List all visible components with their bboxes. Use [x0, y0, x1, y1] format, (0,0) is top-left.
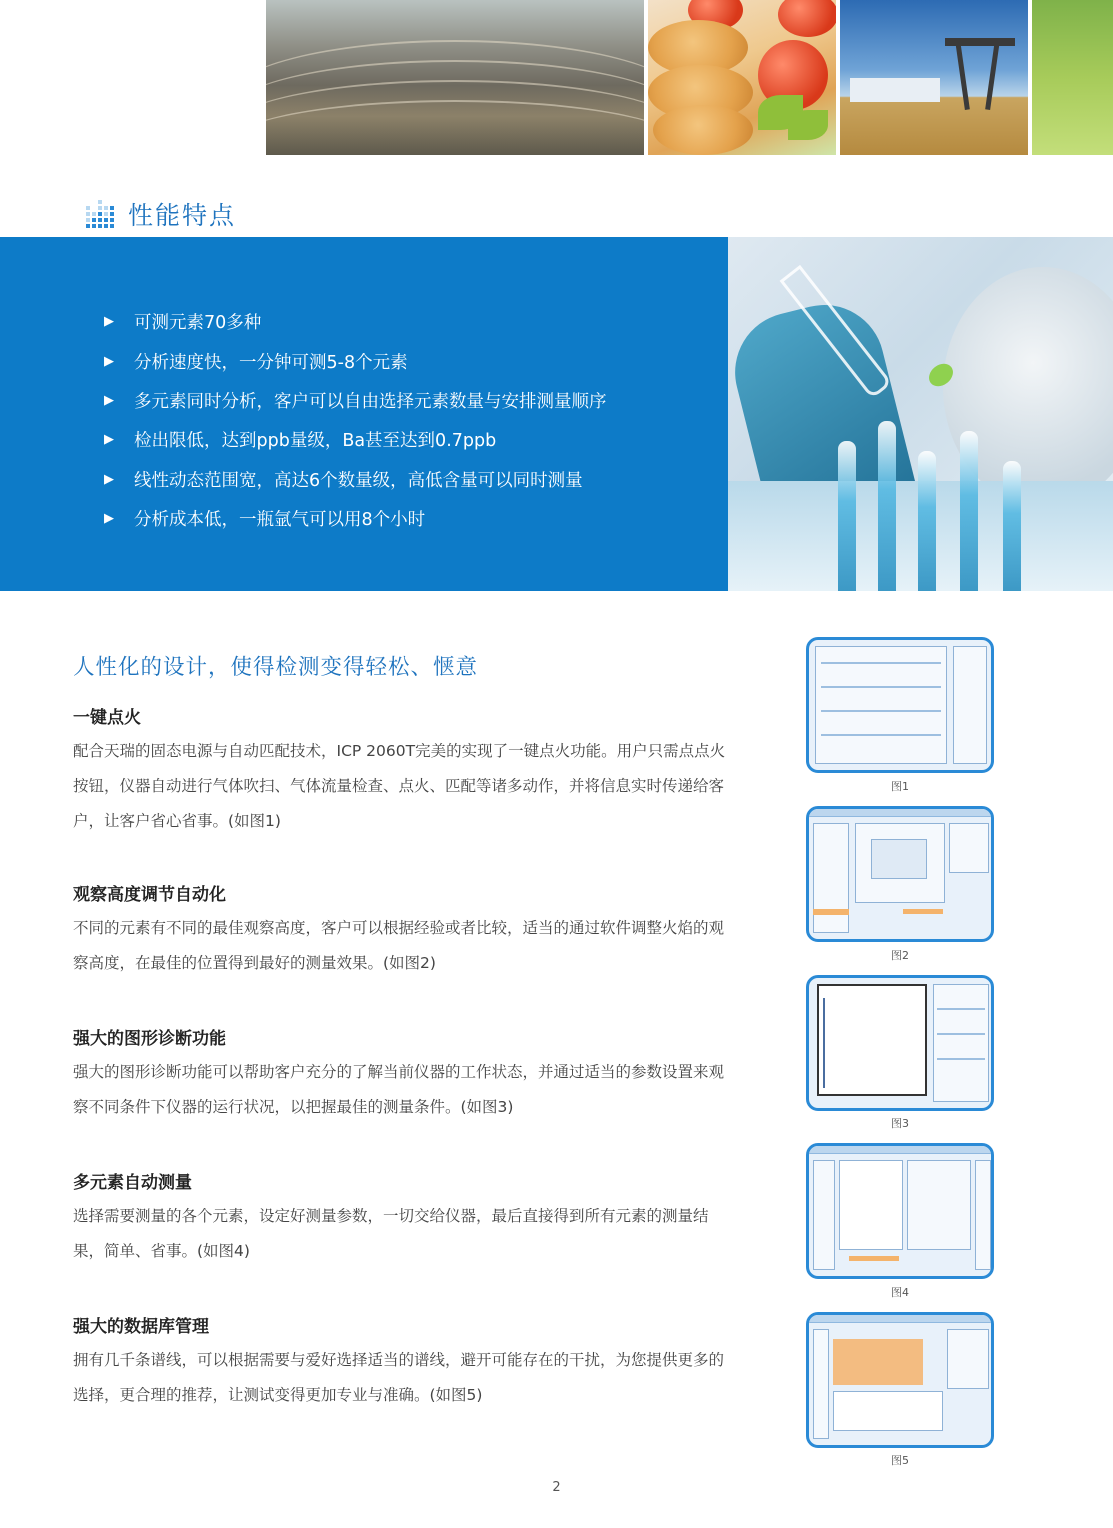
figure-2-caption: 图2 — [891, 949, 909, 962]
open-pit-mine-photo — [266, 0, 644, 155]
figure-3-screenshot — [806, 975, 994, 1111]
dots-icon — [86, 200, 114, 228]
item-body-auto-measurement: 选择需要测量的各个元素，设定好测量参数，一切交给仪器，最后直接得到所有元素的测量结果，简单、省事。(如图4) — [73, 1207, 709, 1260]
item-title-database: 强大的数据库管理 — [73, 1317, 209, 1337]
design-heading: 人性化的设计，使得检测变得轻松、惬意 — [73, 655, 479, 680]
feature-item: ▶ 分析成本低，一瓶氩气可以用8个小时 — [104, 510, 426, 531]
item-title-auto-measurement: 多元素自动测量 — [73, 1173, 192, 1193]
oil-pump-photo — [840, 0, 1028, 155]
food-photo — [648, 0, 836, 155]
figure-1-screenshot — [806, 637, 994, 773]
item-title-one-key-ignition: 一键点火 — [73, 708, 141, 728]
figure-4-screenshot — [806, 1143, 994, 1279]
triangle-bullet-icon: ▶ — [104, 471, 114, 487]
triangle-bullet-icon: ▶ — [104, 353, 114, 369]
section-title: 性能特点 — [128, 201, 237, 230]
figure-4-caption: 图4 — [891, 1286, 909, 1299]
section-header — [86, 196, 236, 232]
figure-2-screenshot — [806, 806, 994, 942]
grassland-photo — [1032, 0, 1113, 155]
figure-1-caption: 图1 — [891, 780, 909, 793]
triangle-bullet-icon: ▶ — [104, 314, 114, 330]
triangle-bullet-icon: ▶ — [104, 432, 114, 448]
feature-list — [104, 302, 607, 538]
item-body-one-key-ignition: 配合天瑞的固态电源与自动匹配技术，ICP 2060T完美的实现了一键点火功能。用户只需点点火按钮，仪器自动进行气体吹扫、气体流量检查、点火、匹配等诸多动作，并将信息实时传递给客户，让客户省心省事。(如图1) — [73, 742, 726, 830]
item-title-graphic-diagnosis: 强大的图形诊断功能 — [73, 1029, 226, 1049]
item-title-observation-height: 观察高度调节自动化 — [73, 885, 226, 905]
feature-item: ▶ 分析速度快，一分钟可测5-8个元素 — [104, 352, 408, 373]
feature-item: ▶ 可测元素70多种 — [104, 313, 262, 334]
triangle-bullet-icon: ▶ — [104, 392, 114, 408]
item-body-observation-height: 不同的元素有不同的最佳观察高度，客户可以根据经验或者比较，适当的通过软件调整火焰的观察高度，在最佳的位置得到最好的测量效果。(如图2) — [73, 919, 725, 972]
triangle-bullet-icon: ▶ — [104, 511, 114, 527]
page-number: 2 — [552, 1480, 561, 1495]
feature-item: ▶ 线性动态范围宽，高达6个数量级，高低含量可以同时测量 — [104, 470, 583, 491]
figure-3-caption: 图3 — [891, 1117, 909, 1130]
lab-scientist-photo — [728, 237, 1113, 591]
feature-item: ▶ 检出限低，达到ppb量级，Ba甚至达到0.7ppb — [104, 431, 497, 452]
item-body-graphic-diagnosis: 强大的图形诊断功能可以帮助客户充分的了解当前仪器的工作状态，并通过适当的参数设置来观察不同条件下仪器的运行状况，以把握最佳的测量条件。(如图3) — [73, 1063, 725, 1116]
feature-item: ▶ 多元素同时分析，客户可以自由选择元素数量与安排测量顺序 — [104, 391, 607, 412]
item-body-database: 拥有几千条谱线，可以根据需要与爱好选择适当的谱线，避开可能存在的干扰，为您提供更多的选择，更合理的推荐，让测试变得更加专业与准确。(如图5) — [73, 1351, 725, 1404]
figure-5-screenshot — [806, 1312, 994, 1448]
figure-5-caption: 图5 — [891, 1454, 909, 1467]
